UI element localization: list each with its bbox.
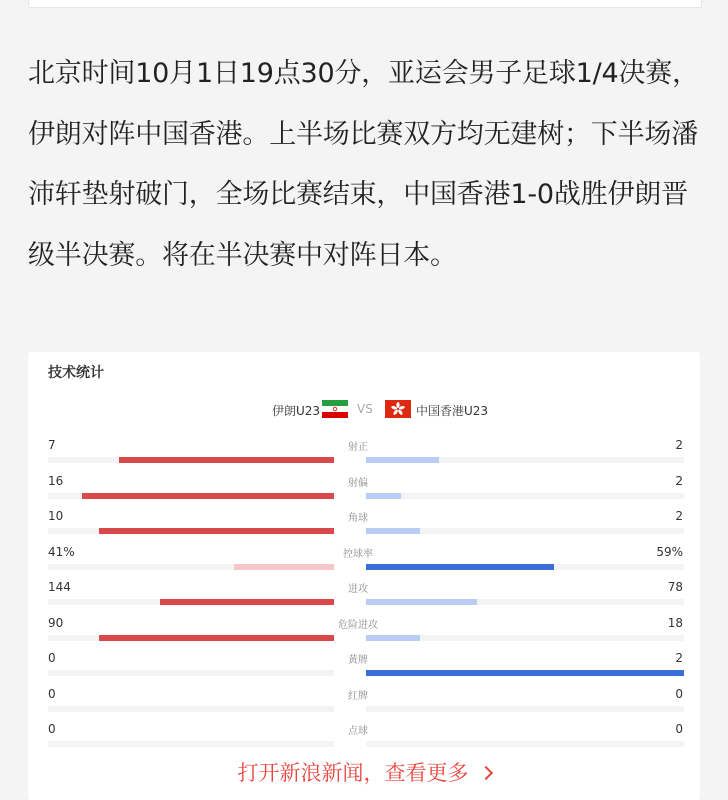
away-stat-value: 0: [675, 722, 683, 736]
home-bar: [82, 493, 334, 499]
home-stat-value: 10: [48, 509, 64, 523]
previous-card: [28, 0, 702, 8]
home-bar-track: [48, 635, 334, 641]
home-stat-value: 41%: [48, 544, 75, 559]
iran-flag-icon: [322, 400, 348, 418]
article-body: 北京时间10月1日19点30分，亚运会男子足球1/4决赛，伊朗对阵中国香港。上半场比赛双方均无建树；下半场潘沛轩垫射破门，全场比赛结束，中国香港1-0战胜伊朗晋级半决赛。将在半决赛中对阵日本。: [28, 58, 699, 271]
stat-row: [28, 509, 700, 544]
stat-row: [28, 474, 700, 509]
away-bar-track: [366, 457, 684, 463]
away-bar: [366, 670, 684, 676]
home-bar-track: [48, 706, 334, 712]
away-stat-value: 2: [675, 509, 683, 523]
stat-label: 角球: [348, 513, 368, 524]
home-bar: [99, 635, 334, 641]
open-sina-news-label: 打开新浪新闻，查看更多: [237, 761, 469, 785]
away-stat-value: 2: [675, 473, 683, 488]
stat-row: [28, 651, 700, 686]
home-team-name: 伊朗U23: [271, 404, 320, 418]
stat-label: 危险进攻: [338, 619, 378, 631]
away-bar: [366, 635, 420, 641]
away-bar-track: [366, 599, 684, 605]
away-bar: [366, 493, 401, 499]
away-bar: [366, 599, 477, 605]
stat-label: 进攻: [348, 584, 368, 595]
away-bar-track: [366, 564, 684, 570]
open-sina-news-link[interactable]: [0, 757, 728, 787]
home-stat-value: 16: [48, 473, 64, 488]
home-bar-track: [48, 564, 334, 570]
away-stat-value: 59%: [656, 544, 683, 559]
away-bar-track: [366, 528, 684, 534]
home-stat-value: 0: [48, 651, 56, 665]
away-stat-value: 18: [667, 615, 683, 630]
chevron-right-icon: [478, 766, 492, 780]
vs-label: VS: [357, 402, 373, 416]
home-stat-value: 90: [48, 615, 64, 630]
home-bar: [99, 528, 334, 534]
away-bar-track: [366, 670, 684, 676]
home-bar-track: [48, 670, 334, 676]
home-bar: [234, 564, 334, 570]
home-stat-value: 0: [48, 686, 56, 701]
stat-row: [28, 687, 700, 722]
teams-header: [28, 400, 700, 420]
away-stat-value: 2: [675, 438, 683, 452]
stat-label: 射正: [348, 442, 368, 453]
hong-kong-flag-icon: [385, 400, 411, 418]
stat-row: [28, 616, 700, 651]
away-bar-track: [366, 706, 684, 712]
away-stat-value: 78: [667, 580, 683, 594]
home-bar-track: [48, 457, 334, 463]
stat-row: [28, 438, 700, 473]
away-team-name: 中国香港U23: [416, 404, 489, 418]
home-bar: [160, 599, 334, 605]
home-bar: [119, 457, 334, 463]
away-bar: [366, 564, 554, 570]
stat-row: [28, 580, 700, 615]
away-bar: [366, 528, 420, 534]
away-bar-track: [366, 635, 684, 641]
stat-label: 红牌: [348, 690, 368, 702]
away-stat-value: 2: [675, 651, 683, 665]
home-stat-value: 7: [48, 438, 56, 452]
stats-card: [28, 352, 700, 800]
away-stat-value: 0: [675, 686, 683, 701]
away-bar-track: [366, 493, 684, 499]
away-bar: [366, 457, 439, 463]
home-stat-value: 144: [48, 580, 71, 594]
stats-title: 技术统计: [48, 365, 104, 381]
stat-label: 点球: [348, 726, 368, 737]
home-bar-track: [48, 741, 334, 747]
home-bar-track: [48, 528, 334, 534]
stat-label: 黄牌: [348, 655, 368, 666]
stat-label: 控球率: [343, 548, 373, 560]
home-stat-value: 0: [48, 722, 56, 736]
stat-row: [28, 545, 700, 580]
stat-row: [28, 722, 700, 757]
stat-label: 射偏: [348, 477, 368, 489]
home-bar-track: [48, 493, 334, 499]
away-bar-track: [366, 741, 684, 747]
home-bar-track: [48, 599, 334, 605]
